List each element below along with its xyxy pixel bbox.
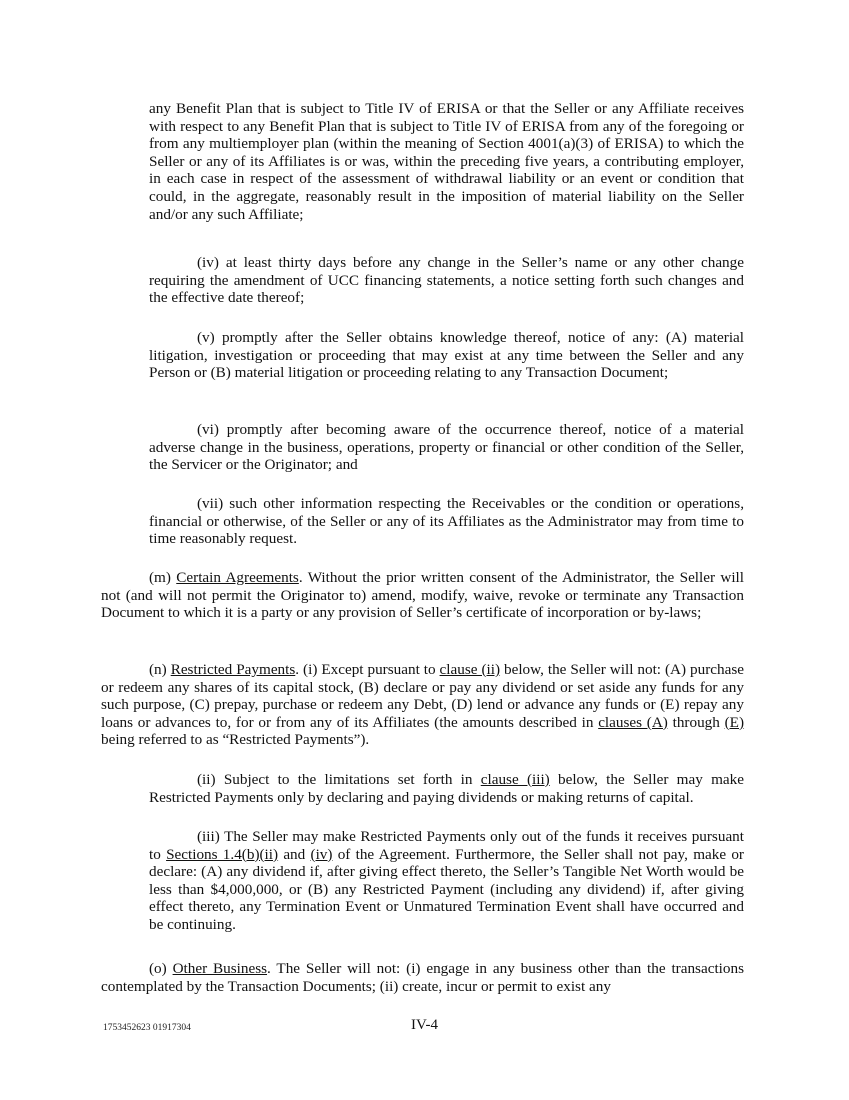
section-n-text-4: being referred to as “Restricted Payments”). [101,731,370,749]
paragraph-benefit-plan-continuation: any Benefit Plan that is subject to Title IV of ERISA or that the Seller or any Affiliate receives with respect to any Benefit Plan that is subject to Title IV of ERISA from any of the foregoing or from any multiemployer plan (within the meaning of Section 4001(a)(3) of ERISA) to which the Seller or any of its Affiliates is or was, within the preceding five years, a contributing employer, in each case in respect of the assessment of withdrawal liability or an event or condition that could, in the aggregate, reasonably result in the imposition of material liability on the Seller and/or any such Affiliate; [149,100,744,223]
section-m-heading: Certain Agreements [176,569,299,586]
section-m-text: . Without the prior written consent of the Administrator, the Seller will not (and will not permit the Originator to) amend, modify, waive, revoke or terminate any Transaction Document to which it is a party or any provision of Seller’s certificate of incorporation or by-laws; [101,569,744,622]
section-n-text-3: through [667,713,725,731]
paragraph-ii-text-1: (ii) Subject to the limitations set forth in [197,771,481,788]
cross-reference-clause-a: clauses (A) [598,713,668,731]
cross-reference-clause-ii: clause (ii) [439,661,501,678]
paragraph-iii-text-3: of the Agreement. Furthermore, the Seller shall not pay, make or declare: (A) any dividend if, after giving effect thereto, the Seller’s Tangible Net Worth would be less than $4,000,000, or (B) any Restricted Payment (including any dividend) if, after giving effect thereto, any Termination Event or Unmatured Termination Event shall have occurred and be continuing. [149,845,744,933]
section-n-text-1: . (i) Except pursuant to [295,661,440,678]
section-o-other-business [101,960,744,995]
paragraph-iii-restricted-payment-source [149,828,744,934]
paragraph-vi-adverse-change-notice: (vi) promptly after becoming aware of the occurrence thereof, notice of a material adverse change in the business, operations, property or financial or other condition of the Seller, the Servicer or the Originator; and [149,421,744,474]
document-id-footer: 1753452623 01917304 [103,1023,191,1033]
section-o-heading: Other Business [172,960,268,977]
section-m-number: (m) [149,569,177,586]
section-n-heading: Restricted Payments [170,661,296,678]
paragraph-ii-text-2: below, the Seller may make Restricted Payments only by declaring and paying dividends or making returns of capital. [149,771,744,806]
section-o-text: . The Seller will not: (i) engage in any business other than the transactions contemplated by the Transaction Documents; (ii) create, incur or permit to exist any [101,960,744,995]
paragraph-iii-text-2: and [278,845,311,863]
paragraph-iv-name-change-notice: (iv) at least thirty days before any change in the Seller’s name or any other change requiring the amendment of UCC financing statements, a notice setting forth such changes and the effective date thereof; [149,254,744,307]
section-n-restricted-payments [101,661,744,749]
paragraph-vii-other-information: (vii) such other information respecting the Receivables or the condition or operations, financial or otherwise, of the Seller or any of its Affiliates as the Administrator may from time to time reasonably request. [149,495,744,548]
section-m-certain-agreements [101,569,744,622]
paragraph-ii-restricted-payment-limits [149,771,744,806]
cross-reference-sections-1-4-b-ii: Sections 1.4(b)(ii) [166,845,279,863]
section-n-text-2: below, the Seller will not: (A) purchase or redeem any shares of its capital stock, (B) declare or pay any dividend or set aside any funds for any such purpose, (C) prepay, purchase or redeem any Debt, (D) lend or advance any funds or (E) repay any loans or advances to, for or from any of its Affiliates (the amounts described in [101,661,744,731]
section-o-number: (o) [149,960,173,977]
section-n-number: (n) [149,661,171,678]
cross-reference-clause-iii: clause (iii) [480,771,550,788]
cross-reference-iv: (iv) [310,845,333,863]
paragraph-v-litigation-notice: (v) promptly after the Seller obtains knowledge thereof, notice of any: (A) material litigation, investigation or proceeding that may exist at any time between the Seller and any Person or (B) material litigation or proceeding relating to any Transaction Document; [149,329,744,382]
paragraph-iii-text-1: (iii) The Seller may make Restricted Payments only out of the funds it receives pursuant to [149,828,744,863]
cross-reference-clause-e: (E) [724,713,745,731]
page-number: IV-4 [411,1017,438,1033]
